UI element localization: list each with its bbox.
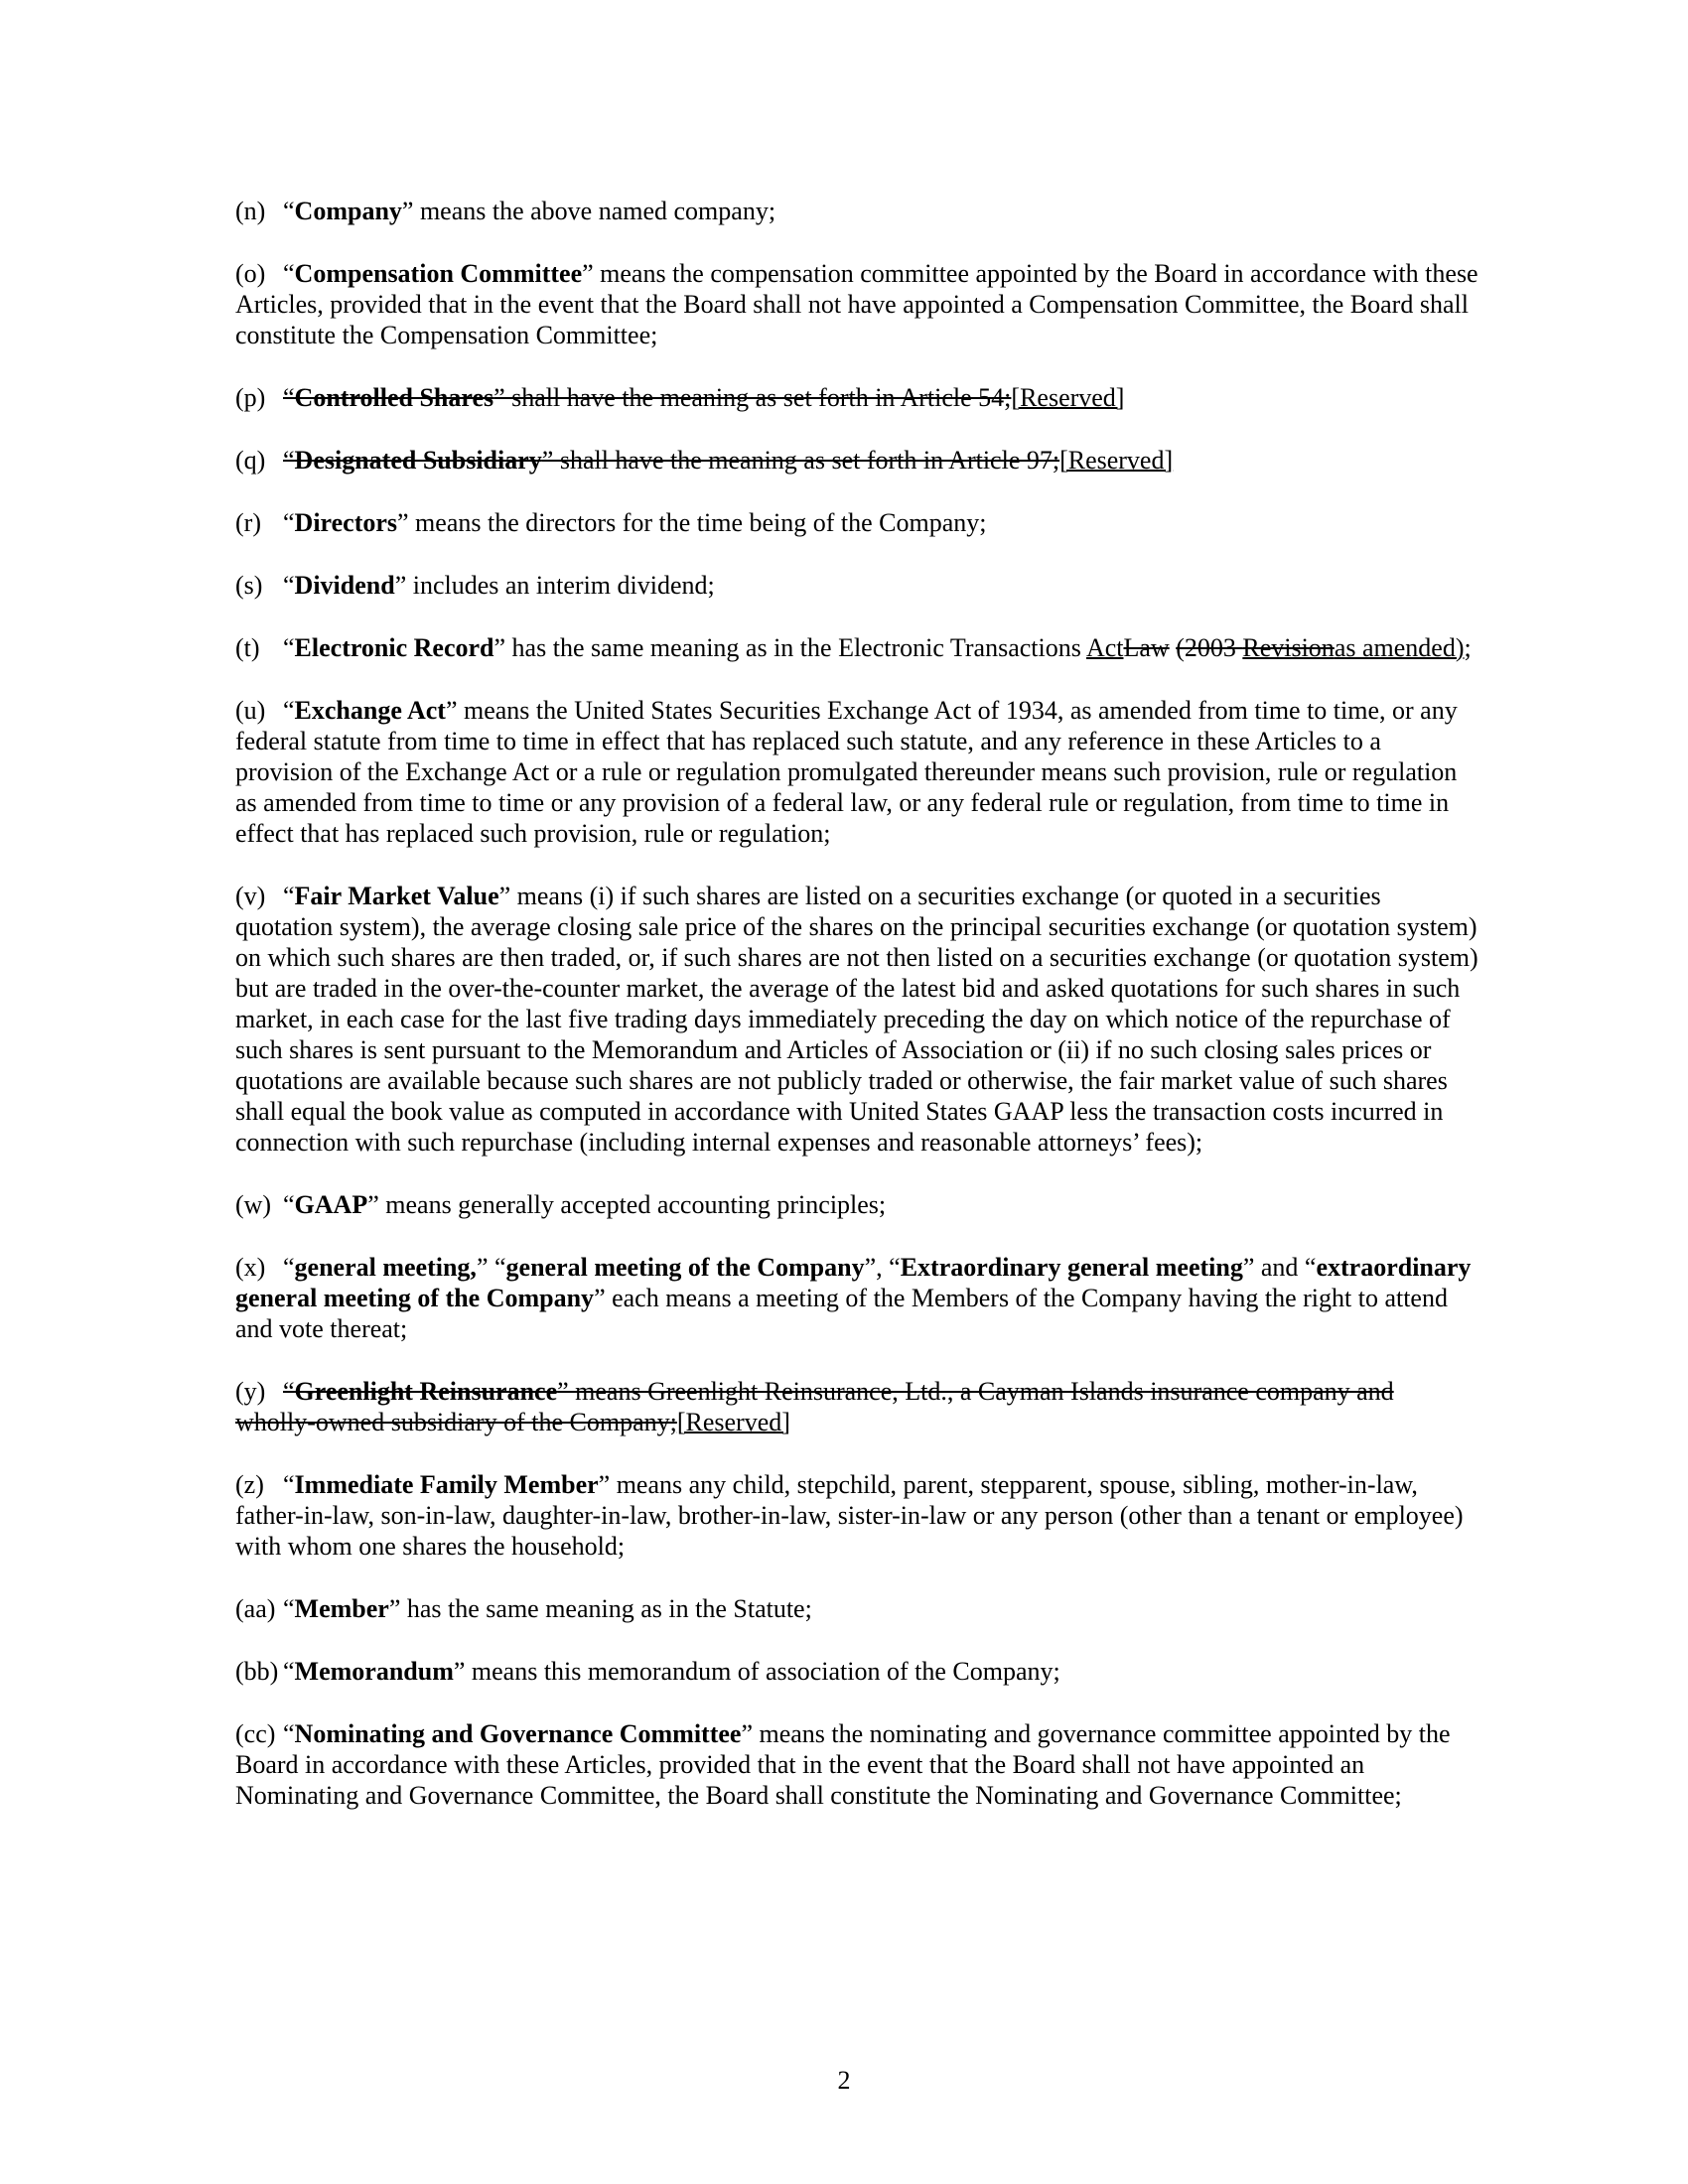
definition-w	[235, 1189, 1479, 1220]
deleted-text: Law	[1123, 633, 1170, 662]
inserted-text: [Reserved]	[1059, 446, 1174, 475]
deleted-text: Designated Subsidiary	[294, 446, 542, 475]
definition-label: (u)	[235, 696, 266, 725]
definition-label: (v)	[235, 882, 266, 910]
deleted-text: ” means Greenlight Reinsurance, Ltd., a Cayman Islands insurance company and wholly-owned subsidiary of the Company;	[235, 1377, 1394, 1436]
definition-x	[235, 1252, 1479, 1344]
text-run: “	[283, 1719, 295, 1748]
text-run: ” and “	[1242, 1253, 1317, 1282]
text-run: ” includes an interim dividend;	[394, 571, 715, 600]
text-run: ” has the same meaning as in the Electronic Transactions	[493, 633, 1086, 662]
text-run: Dividend	[294, 571, 395, 600]
definition-z	[235, 1469, 1479, 1562]
text-run: ” means the United States Securities Exchange Act of 1934, as amended from time to time, or any federal statute from time to time in effect that has replaced such statute, and any reference in these Articles to a provision of the Exchange Act or a rule or regulation promulgated thereunder means such provision, rule or regulation as amended from time to time or any provision of a federal law, or any federal rule or regulation, from time to time in effect that has replaced such provision, rule or regulation;	[235, 696, 1458, 848]
inserted-text: [Reserved]	[676, 1408, 790, 1436]
deleted-text: (2003	[1176, 633, 1243, 662]
definition-label: (s)	[235, 571, 263, 600]
definition-n	[235, 196, 1479, 226]
definition-label: (bb)	[235, 1657, 279, 1686]
inserted-text: Act	[1085, 633, 1124, 662]
text-run: ” means the nominating and governance committee appointed by the Board in accordance with these Articles, provided that in the event that the Board shall not have appointed an Nominating and Governance Committee, the Board shall constitute the Nominating and Governance Committee;	[235, 1719, 1451, 1810]
text-run: ;	[1464, 633, 1472, 662]
definition-label: (q)	[235, 446, 266, 475]
text-run: ” means any child, stepchild, parent, stepparent, spouse, sibling, mother-in-law, father-in-law, son-in-law, daughter-in-law, brother-in-law, sister-in-law or any person (other than a tenant or employee) with whom one shares the household;	[235, 1470, 1464, 1561]
definition-label: (t)	[235, 633, 260, 662]
text-run: “	[283, 197, 295, 225]
definition-label: (x)	[235, 1253, 266, 1282]
definition-label: (r)	[235, 508, 261, 537]
text-run: Memorandum	[294, 1657, 454, 1686]
deleted-text: Greenlight Reinsurance	[294, 1377, 558, 1406]
text-run: “	[283, 1594, 295, 1623]
definition-y	[235, 1376, 1479, 1437]
deleted-text: “	[283, 383, 295, 412]
definition-label: (aa)	[235, 1594, 276, 1623]
definition-v	[235, 881, 1479, 1158]
text-run: Company	[294, 197, 402, 225]
text-run: ” “	[476, 1253, 506, 1282]
text-run: Member	[294, 1594, 389, 1623]
definition-label: (p)	[235, 383, 266, 412]
text-run: ” means the compensation committee appointed by the Board in accordance with these Articles, provided that in the event that the Board shall not have appointed a Compensation Committee, the Board shall constitute the Compensation Committee;	[235, 259, 1478, 349]
definition-label: (y)	[235, 1377, 266, 1406]
text-run: ” each means a meeting of the Members of the Company having the right to attend and vote thereat;	[235, 1284, 1448, 1343]
text-run: “	[283, 1190, 295, 1219]
text-run: ” means generally accepted accounting principles;	[367, 1190, 887, 1219]
definition-q	[235, 445, 1479, 476]
text-run: “	[283, 696, 295, 725]
text-run: “	[283, 571, 295, 600]
text-run: “	[283, 508, 295, 537]
text-run: “	[283, 633, 295, 662]
text-run: ” means (i) if such shares are listed on a securities exchange (or quoted in a securities quotation system), the average closing sale price of the shares on the principal securities exchange (or quotation system) on which such shares are then traded, or, if such shares are not then listed on a securities exchange (or quotation system) but are traded in the over-the-counter market, the average of the latest bid and asked quotations for such shares in such market, in each case for the last five trading days immediately preceding the day on which notice of the repurchase of such shares is sent pursuant to the Memorandum and Articles of Association or (ii) if no such closing sales prices or quotations are available because such shares are not publicly traded or otherwise, the fair market value of such shares shall equal the book value as computed in accordance with United States GAAP less the transaction costs incurred in connection with such repurchase (including internal expenses and reasonable attorneys’ fees);	[235, 882, 1478, 1157]
text-run: “	[283, 1657, 295, 1686]
deleted-text: Controlled Shares	[294, 383, 494, 412]
definition-t	[235, 632, 1479, 663]
definition-s	[235, 570, 1479, 601]
text-run: Electronic Record	[294, 633, 494, 662]
text-run: “	[283, 1253, 295, 1282]
definition-o	[235, 258, 1479, 350]
text-run: general meeting of the Company	[505, 1253, 865, 1282]
text-run: “	[283, 882, 295, 910]
inserted-text: as amended)	[1334, 633, 1465, 662]
deleted-text: ” shall have the meaning as set forth in Article 54;	[493, 383, 1012, 412]
text-run: ”, “	[864, 1253, 901, 1282]
text-run: Exchange Act	[294, 696, 446, 725]
definition-u	[235, 695, 1479, 849]
text-run: Fair Market Value	[294, 882, 499, 910]
definition-label: (z)	[235, 1470, 264, 1499]
deleted-inserted-text: Revision	[1242, 633, 1335, 662]
text-run: general meeting,	[294, 1253, 477, 1282]
definition-r	[235, 507, 1479, 538]
definition-label: (o)	[235, 259, 266, 288]
text-run: ” means this memorandum of association of the Company;	[453, 1657, 1060, 1686]
definitions-list	[235, 196, 1479, 1843]
text-run: Nominating and Governance Committee	[294, 1719, 742, 1748]
text-run: Directors	[294, 508, 398, 537]
text-run: “	[283, 1470, 295, 1499]
deleted-text: ” shall have the meaning as set forth in Article 97;	[541, 446, 1060, 475]
text-run: ” means the above named company;	[401, 197, 776, 225]
definition-aa	[235, 1593, 1479, 1624]
text-run: Extraordinary general meeting	[900, 1253, 1243, 1282]
text-run: extraordinary general meeting of the Company	[235, 1253, 1472, 1312]
definition-label: (w)	[235, 1190, 272, 1219]
definition-cc	[235, 1718, 1479, 1811]
text-run: ” has the same meaning as in the Statute;	[388, 1594, 812, 1623]
text-run: Immediate Family Member	[294, 1470, 599, 1499]
inserted-text: [Reserved]	[1011, 383, 1125, 412]
definition-label: (cc)	[235, 1719, 276, 1748]
definition-p	[235, 382, 1479, 413]
text-run: “	[283, 259, 295, 288]
definition-label: (n)	[235, 197, 266, 225]
deleted-text: “	[283, 446, 295, 475]
deleted-text: “	[283, 1377, 295, 1406]
page-number: 2	[837, 2066, 851, 2095]
text-run: GAAP	[294, 1190, 368, 1219]
text-run: Compensation Committee	[294, 259, 583, 288]
definition-bb	[235, 1656, 1479, 1687]
text-run: ” means the directors for the time being of the Company;	[397, 508, 987, 537]
